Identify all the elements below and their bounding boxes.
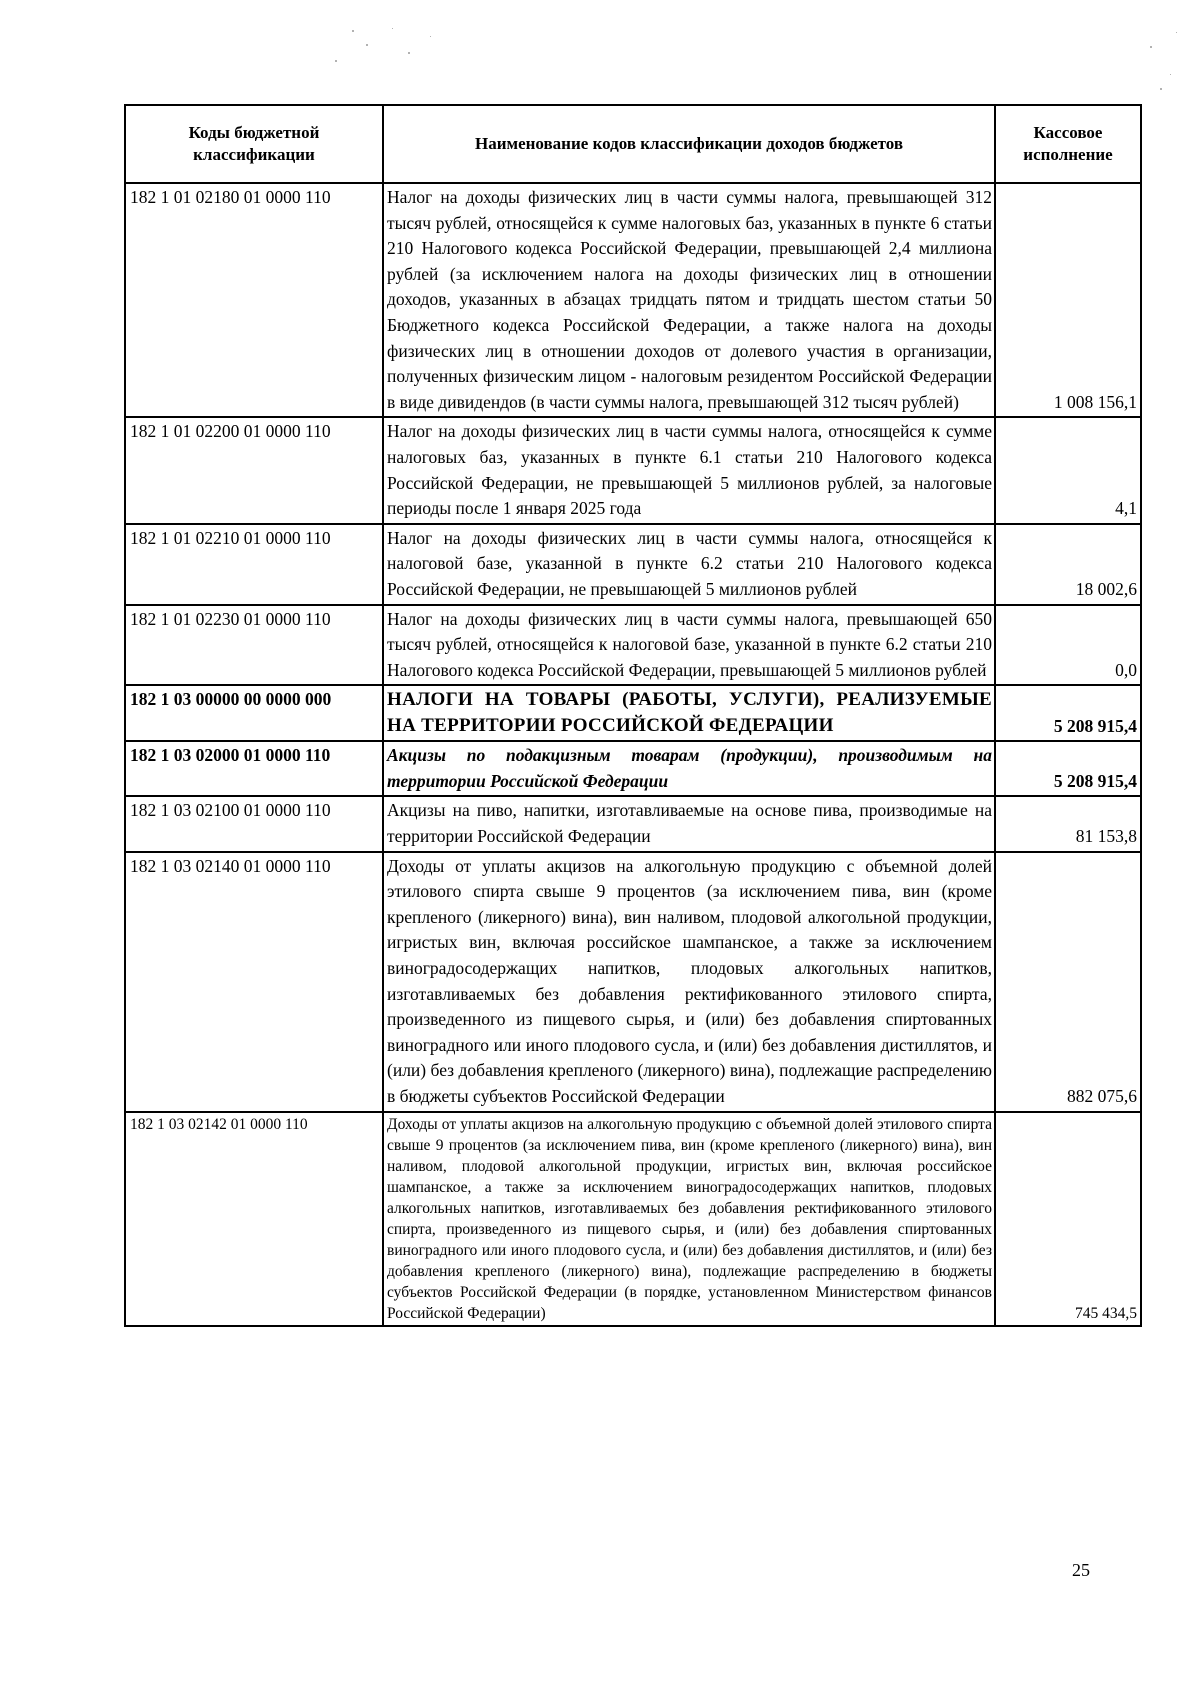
revenue-table [124, 104, 1142, 1327]
row-amount: 18 002,6 [995, 524, 1141, 605]
row-code: 182 1 03 02142 01 0000 110 [125, 1112, 383, 1326]
table-header-row [125, 105, 1141, 183]
row-amount: 745 434,5 [995, 1112, 1141, 1326]
row-code: 182 1 01 02180 01 0000 110 [125, 183, 383, 417]
table-row [125, 524, 1141, 605]
row-name: Налог на доходы физических лиц в части суммы налога, превышающей 650 тысяч рублей, относящейся к налоговой базе, указанной в пункте 6.2 статьи 210 Налогового кодекса Российской Федерации, превышающей 5 миллионов рублей [383, 605, 995, 686]
row-amount: 1 008 156,1 [995, 183, 1141, 417]
row-name: Налог на доходы физических лиц в части суммы налога, относящейся к сумме налоговых баз, указанных в пункте 6.1 статьи 210 Налогового кодекса Российской Федерации, не превышающей 5 миллионов рублей, за налоговые периоды после 1 января 2025 года [383, 417, 995, 523]
table-row [125, 796, 1141, 851]
row-amount: 81 153,8 [995, 796, 1141, 851]
row-code: 182 1 03 02000 01 0000 110 [125, 741, 383, 796]
table-row [125, 852, 1141, 1112]
table-row [125, 183, 1141, 417]
row-amount: 4,1 [995, 417, 1141, 523]
table-row-subsection [125, 741, 1141, 796]
row-name: Акцизы по подакцизным товарам (продукции), производимым на территории Российской Федерации [383, 741, 995, 796]
row-amount: 882 075,6 [995, 852, 1141, 1112]
header-name: Наименование кодов классификации доходов бюджетов [383, 105, 995, 183]
table-row [125, 605, 1141, 686]
row-code: 182 1 03 00000 00 0000 000 [125, 685, 383, 741]
row-name: Доходы от уплаты акцизов на алкогольную продукцию с объемной долей этилового спирта свыше 9 процентов (за исключением пива, вин (кроме крепленого (ликерного) вина), вин наливом, плодовой алкогольной продукции, игристых вин, включая российское шампанское, а также за исключением виноградосодержащих напитков, плодовых алкогольных напитков, изготавливаемых без добавления ректификованного этилового спирта, произведенного из пищевого сырья, и (или) без добавления спиртованных виноградного или иного плодового сусла, и (или) без добавления дистиллятов, и (или) без добавления крепленого (ликерного) вина), подлежащие распределению в бюджеты субъектов Российской Федерации [383, 852, 995, 1112]
row-code: 182 1 01 02230 01 0000 110 [125, 605, 383, 686]
row-amount: 0,0 [995, 605, 1141, 686]
row-code: 182 1 01 02200 01 0000 110 [125, 417, 383, 523]
row-code: 182 1 03 02140 01 0000 110 [125, 852, 383, 1112]
row-name: Доходы от уплаты акцизов на алкогольную продукцию с объемной долей этилового спирта свыше 9 процентов (за исключением пива, вин (кроме крепленого (ликерного) вина), вин наливом, плодовой алкогольной продукции, игристых вин, включая российское шампанское, а также за исключением виноградосодержащих напитков, плодовых алкогольных напитков, изготавливаемых без добавления ректификованного этилового спирта, произведенного из пищевого сырья, и (или) без добавления спиртованных виноградного или иного плодового сусла, и (или) без добавления дистиллятов, и (или) без добавления крепленого (ликерного) вина), подлежащие распределению в бюджеты субъектов Российской Федерации (в порядке, установленном Министерством финансов Российской Федерации) [383, 1112, 995, 1326]
header-amount: Кассовое исполнение [995, 105, 1141, 183]
row-code: 182 1 03 02100 01 0000 110 [125, 796, 383, 851]
table-row-section [125, 685, 1141, 741]
row-amount: 5 208 915,4 [995, 685, 1141, 741]
row-name: НАЛОГИ НА ТОВАРЫ (РАБОТЫ, УСЛУГИ), РЕАЛИЗУЕМЫЕ НА ТЕРРИТОРИИ РОССИЙСКОЙ ФЕДЕРАЦИИ [383, 685, 995, 741]
row-name: Налог на доходы физических лиц в части суммы налога, относящейся к налоговой базе, указанной в пункте 6.2 статьи 210 Налогового кодекса Российской Федерации, не превышающей 5 миллионов рублей [383, 524, 995, 605]
page-number: 25 [1072, 1560, 1090, 1580]
row-name: Налог на доходы физических лиц в части суммы налога, превышающей 312 тысяч рублей, относящейся к сумме налоговых баз, указанных в пункте 6 статьи 210 Налогового кодекса Российской Федерации, превышающей 2,4 миллиона рублей (за исключением налога на доходы физических лиц в отношении доходов, указанных в абзацах тридцать пятом и тридцать шестом статьи 50 Бюджетного кодекса Российской Федерации, а также налога на доходы физических лиц в отношении доходов от долевого участия в организации, полученных физическим лицом - налоговым резидентом Российской Федерации в виде дивидендов (в части суммы налога, превышающей 312 тысяч рублей) [383, 183, 995, 417]
row-amount: 5 208 915,4 [995, 741, 1141, 796]
table-row [125, 417, 1141, 523]
row-name: Акцизы на пиво, напитки, изготавливаемые на основе пива, производимые на территории Российской Федерации [383, 796, 995, 851]
table-row [125, 1112, 1141, 1326]
header-code: Коды бюджетной классификации [125, 105, 383, 183]
row-code: 182 1 01 02210 01 0000 110 [125, 524, 383, 605]
